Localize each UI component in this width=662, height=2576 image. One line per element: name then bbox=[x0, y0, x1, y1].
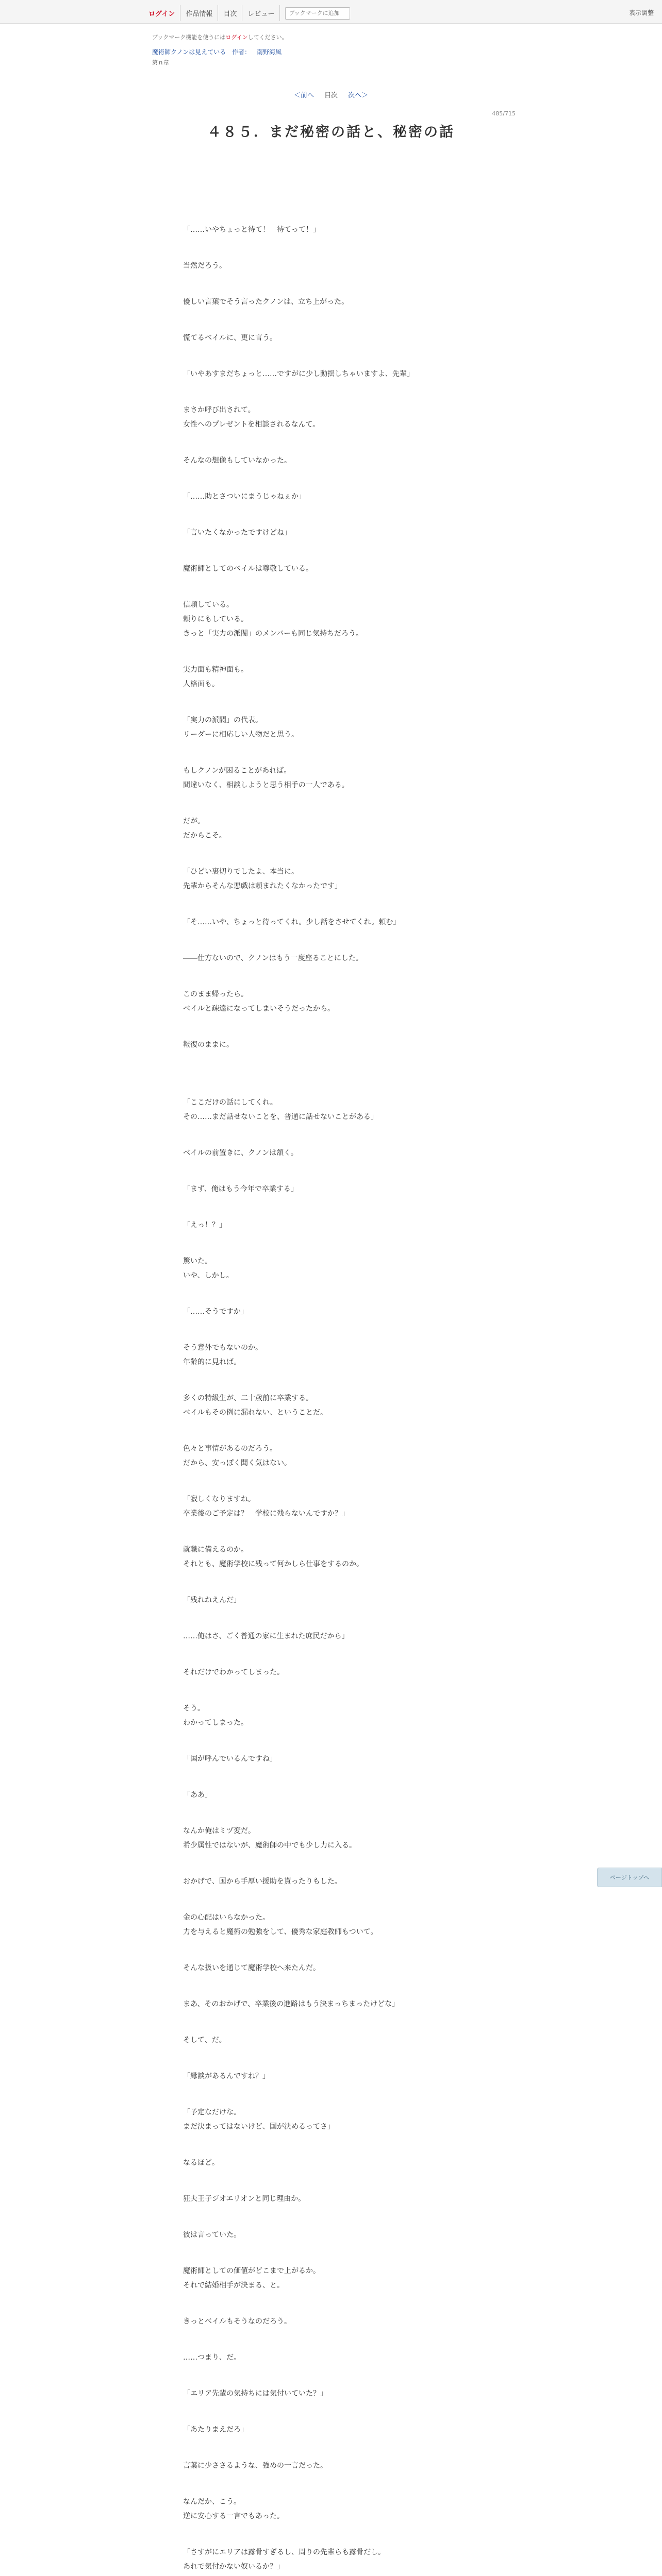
paragraph-spacer bbox=[183, 908, 503, 915]
body-paragraph: なんか俺はミヅ変だ。 希少属性ではないが、魔術師の中でも少し力に入る。 bbox=[183, 1827, 356, 1850]
body-paragraph: 「さすがにエリアは露骨すぎるし、周りの先輩らも露骨だし。 あれで気付かない奴いるか？」 bbox=[183, 2548, 385, 2571]
episode-pager bbox=[0, 90, 662, 99]
prev-episode-link[interactable]: ＜前へ bbox=[293, 92, 314, 99]
paragraph-spacer bbox=[183, 360, 503, 367]
body-paragraph: 優しい言葉でそう言ったクノンは、立ち上がった。 bbox=[183, 298, 349, 306]
author-link[interactable]: 南野海風 bbox=[256, 48, 282, 56]
body-paragraph: 「……いやちょっと待て！ 待てって！」 bbox=[183, 226, 320, 234]
paragraph-spacer bbox=[183, 590, 503, 598]
paragraph-spacer bbox=[183, 1247, 503, 1254]
body-paragraph: もしクノンが困ることがあれば。 間違いなく、相談しようと思う相手の一人である。 bbox=[183, 767, 349, 789]
body-paragraph: 魔術師としての価値がどこまで上がるか。 それで結婚相手が決まる、と。 bbox=[183, 2267, 320, 2290]
body-paragraph: 実力面も精神面も。 人格面も。 bbox=[183, 666, 248, 688]
episode-body bbox=[183, 215, 503, 2576]
body-paragraph: 「エリア先輩の気持ちには気付いていた？」 bbox=[183, 2389, 327, 2398]
body-paragraph: 金の心配はいらなかった。 力を与えると魔術の勉強をして、優秀な家庭教師もついて。 bbox=[183, 1913, 378, 1936]
paragraph-spacer bbox=[183, 1744, 503, 1752]
top-navigation-bar bbox=[0, 0, 662, 24]
paragraph-spacer bbox=[183, 2062, 503, 2069]
body-paragraph: そう意外でもないのか。 年齢的に見れば。 bbox=[183, 1344, 262, 1366]
paragraph-spacer bbox=[183, 446, 503, 453]
body-paragraph: まさか呼び出されて。 女性へのプレゼントを相談されるなんて。 bbox=[183, 406, 320, 429]
paragraph-spacer bbox=[183, 1694, 503, 1701]
paragraph-spacer bbox=[183, 324, 503, 331]
paragraph-spacer bbox=[183, 1074, 503, 1081]
author-label: 作者： bbox=[232, 48, 251, 56]
chapter-label: 第ｎ章 bbox=[152, 59, 169, 66]
paragraph-spacer bbox=[183, 1175, 503, 1182]
paragraph-spacer bbox=[183, 1333, 503, 1341]
paragraph-spacer bbox=[183, 2026, 503, 2033]
body-paragraph: 「……そうですか」 bbox=[183, 1308, 248, 1316]
login-link[interactable]: ログイン bbox=[143, 5, 180, 21]
paragraph-spacer bbox=[183, 2221, 503, 2228]
paragraph-spacer bbox=[183, 1485, 503, 1492]
paragraph-spacer bbox=[183, 554, 503, 562]
paragraph-spacer bbox=[183, 1088, 503, 1095]
body-paragraph: 「寂しくなりますね。 卒業後のご予定は？ 学校に残らないんですか？」 bbox=[183, 1495, 349, 1518]
paragraph-spacer bbox=[183, 2307, 503, 2314]
body-paragraph: 驚いた。 いや、しかし。 bbox=[183, 1257, 234, 1280]
paragraph-spacer bbox=[183, 1817, 503, 1824]
paragraph-spacer bbox=[183, 2451, 503, 2459]
paragraph-spacer bbox=[183, 1081, 503, 1088]
body-paragraph: 報復のままに。 bbox=[183, 1041, 234, 1049]
paragraph-spacer bbox=[183, 251, 503, 259]
paragraph-spacer bbox=[183, 1586, 503, 1593]
paragraph-spacer bbox=[183, 2184, 503, 2192]
paragraph-spacer bbox=[183, 1384, 503, 1391]
paragraph-spacer bbox=[183, 1622, 503, 1629]
body-paragraph: そして、だ。 bbox=[183, 2036, 226, 2044]
paragraph-spacer bbox=[183, 1781, 503, 1788]
paragraph-spacer bbox=[183, 857, 503, 865]
body-paragraph: 「実力の派閥」の代表。 リーダーに相応しい人物だと思う。 bbox=[183, 716, 299, 739]
body-paragraph: 「……助とさついにまうじゃねぇか」 bbox=[183, 493, 306, 501]
toc-link[interactable]: 目次 bbox=[324, 92, 338, 99]
body-paragraph: 「えっ！？」 bbox=[183, 1221, 226, 1229]
nav-review[interactable]: レビュー bbox=[242, 5, 280, 21]
nav-toc[interactable]: 目次 bbox=[218, 5, 242, 21]
paragraph-spacer bbox=[183, 1990, 503, 1997]
body-paragraph: ベイルの前置きに、クノンは頷く。 bbox=[183, 1149, 298, 1157]
body-paragraph: 慌てるベイルに、更に言う。 bbox=[183, 334, 277, 342]
body-paragraph: 言葉に少ささるような、強めの一言だった。 bbox=[183, 2462, 327, 2470]
paragraph-spacer bbox=[183, 944, 503, 951]
nav-work-info[interactable]: 作品情報 bbox=[180, 5, 218, 21]
body-paragraph: 「ひどい裏切りでしたよ、本当に。 先輩からそんな悪戯は頼まれたくなかったです」 bbox=[183, 868, 342, 890]
paragraph-spacer bbox=[183, 2257, 503, 2264]
paragraph-spacer bbox=[183, 2487, 503, 2495]
body-paragraph: 「予定なだけな。 まだ決まってはないけど、国が決めるってさ」 bbox=[183, 2108, 335, 2131]
bookmark-note-post: してください。 bbox=[247, 34, 288, 41]
body-paragraph: そんな扱いを通じて魔術学校へ来たんだ。 bbox=[183, 1964, 320, 1972]
body-paragraph: 「ここだけの話にしてくれ。 その……まだ話せないことを、普通に話せないことがある」 bbox=[183, 1098, 378, 1121]
body-paragraph: おかげで、国から手厚い援助を貰ったりもした。 bbox=[183, 1877, 342, 1886]
paragraph-spacer bbox=[183, 1954, 503, 1961]
nav-group bbox=[143, 5, 350, 21]
bookmark-note-pre: ブックマーク機能を使うには bbox=[152, 34, 226, 41]
paragraph-spacer bbox=[183, 2379, 503, 2386]
paragraph-spacer bbox=[183, 1903, 503, 1910]
work-header bbox=[152, 33, 508, 66]
paragraph-spacer bbox=[183, 1658, 503, 1665]
body-paragraph: 「そ……いや、ちょっと待ってくれ。少し話をさせてくれ。頼む」 bbox=[183, 918, 401, 926]
next-episode-link[interactable]: 次へ＞ bbox=[348, 92, 369, 99]
body-paragraph: ……俺はさ、ごく普通の家に生まれた庶民だから」 bbox=[183, 1632, 349, 1640]
body-paragraph: このまま帰ったら。 ベイルと疎遠になってしまいそうだったから。 bbox=[183, 990, 335, 1013]
body-paragraph: きっとベイルもそうなのだろう。 bbox=[183, 2317, 291, 2326]
episode-count: 485/715 bbox=[492, 110, 516, 117]
paragraph-spacer bbox=[183, 287, 503, 295]
body-paragraph: 「まず、俺はもう今年で卒業する」 bbox=[183, 1185, 298, 1193]
episode-title: ４８５．まだ秘密の話と、秘密の話 bbox=[207, 124, 455, 140]
body-paragraph: 狂夫王子ジオエリオンと同じ理由か。 bbox=[183, 2195, 306, 2203]
paragraph-spacer bbox=[183, 396, 503, 403]
body-paragraph: 色々と事情があるのだろう。 だから、安っぽく聞く気はない。 bbox=[183, 1445, 291, 1467]
work-meta bbox=[152, 47, 508, 56]
paragraph-spacer bbox=[183, 2538, 503, 2545]
work-title-link[interactable]: 魔術師クノンは見えている bbox=[152, 48, 226, 56]
body-paragraph: ……つまり、だ。 bbox=[183, 2353, 241, 2362]
body-paragraph: なるほど。 bbox=[183, 2159, 219, 2167]
display-settings-link[interactable]: 表示調整 bbox=[628, 9, 654, 16]
paragraph-spacer bbox=[183, 1297, 503, 1304]
bookmark-login-link[interactable]: ログイン bbox=[225, 34, 248, 41]
paragraph-spacer bbox=[183, 215, 503, 223]
paragraph-spacer bbox=[183, 807, 503, 814]
body-paragraph: 「あたりまえだろ」 bbox=[183, 2426, 248, 2434]
body-paragraph: ――仕方ないので、クノンはもう一度座ることにした。 bbox=[183, 954, 363, 962]
body-paragraph: 「いやあすまだちょっと……ですがに少し動揺しちゃいますよ、先輩」 bbox=[183, 370, 414, 378]
body-paragraph: なんだか、こう。 逆に安心する一言でもあった。 bbox=[183, 2498, 284, 2520]
paragraph-spacer bbox=[183, 655, 503, 663]
paragraph-spacer bbox=[183, 756, 503, 764]
body-paragraph: 「残れねえんだ」 bbox=[183, 1596, 241, 1604]
body-paragraph: 魔術師としてのベイルは尊敬している。 bbox=[183, 565, 313, 573]
body-paragraph: だが。 だからこそ。 bbox=[183, 817, 226, 840]
paragraph-spacer bbox=[183, 2098, 503, 2105]
paragraph-spacer bbox=[183, 706, 503, 713]
body-paragraph: 多くの特級生が、二十歳前に卒業する。 ベイルもその例に漏れない、ということだ。 bbox=[183, 1394, 327, 1417]
bookmark-add-input[interactable] bbox=[285, 7, 350, 20]
page-top-button[interactable]: ページトップへ bbox=[597, 1868, 662, 1887]
paragraph-spacer bbox=[183, 980, 503, 987]
paragraph-spacer bbox=[183, 518, 503, 526]
paragraph-spacer bbox=[183, 2148, 503, 2156]
body-paragraph: 「ああ」 bbox=[183, 1791, 212, 1799]
body-paragraph: 当然だろう。 bbox=[183, 262, 226, 270]
body-paragraph: そう。 わかってしまった。 bbox=[183, 1704, 248, 1727]
paragraph-spacer bbox=[183, 1211, 503, 1218]
paragraph-spacer bbox=[183, 1867, 503, 1874]
body-paragraph: そんなの想像もしていなかった。 bbox=[183, 456, 291, 465]
body-paragraph: 「言いたくなかったですけどね」 bbox=[183, 529, 291, 537]
paragraph-spacer bbox=[183, 1535, 503, 1543]
paragraph-spacer bbox=[183, 1139, 503, 1146]
body-paragraph: 就職に備えるのか。 それとも、魔術学校に残って何かしら仕事をするのか。 bbox=[183, 1546, 363, 1568]
body-paragraph: 「国が呼んでいるんですね」 bbox=[183, 1755, 277, 1763]
body-paragraph: 信頼している。 頼りにもしている。 きっと「実力の派閥」のメンバーも同じ気持ちだろう。 bbox=[183, 601, 363, 638]
paragraph-spacer bbox=[183, 482, 503, 489]
paragraph-spacer bbox=[183, 2343, 503, 2350]
paragraph-spacer bbox=[183, 1434, 503, 1442]
paragraph-spacer bbox=[183, 2415, 503, 2422]
bookmark-note bbox=[152, 33, 508, 41]
body-paragraph: 「縁談があるんですね？」 bbox=[183, 2072, 270, 2080]
paragraph-spacer bbox=[183, 1030, 503, 1038]
body-paragraph: 彼は言っていた。 bbox=[183, 2231, 241, 2239]
body-paragraph: それだけでわかってしまった。 bbox=[183, 1668, 284, 1676]
body-paragraph: まあ、そのおかげで、卒業後の進路はもう決まっちまったけどな」 bbox=[183, 2000, 400, 2008]
paragraph-spacer bbox=[183, 1066, 503, 1074]
